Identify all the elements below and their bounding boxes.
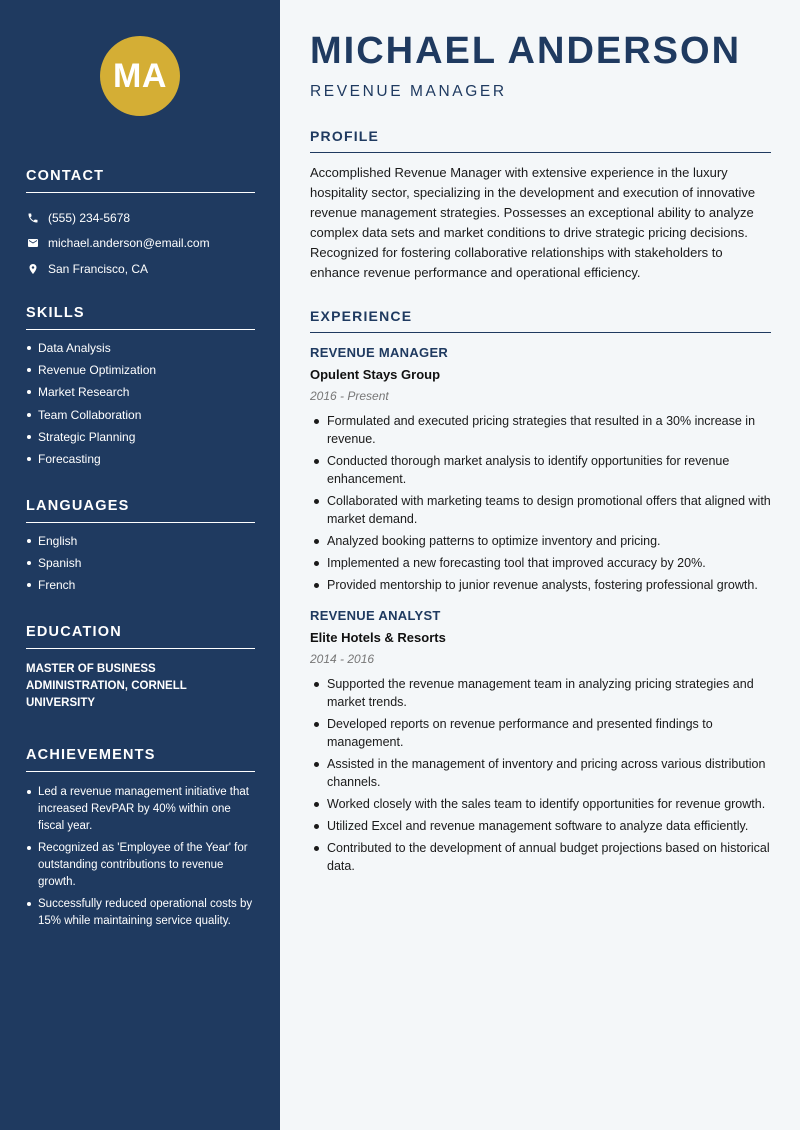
list-item: Revenue Optimization bbox=[26, 362, 255, 384]
achievements-heading: ACHIEVEMENTS bbox=[26, 747, 255, 772]
education-degree: MASTER OF BUSINESS ADMINISTRATION, CORNELL UNIVERSITY bbox=[26, 663, 187, 709]
languages-list bbox=[26, 533, 255, 600]
list-item: Led a revenue management initiative that increased RevPAR by 40% within one fiscal year. bbox=[26, 784, 255, 835]
achievements-list bbox=[26, 784, 255, 930]
phone-icon bbox=[26, 211, 40, 225]
profile-section bbox=[310, 128, 771, 283]
list-item: Market Research bbox=[26, 384, 255, 406]
profile-heading: PROFILE bbox=[310, 128, 771, 153]
list-item: Strategic Planning bbox=[26, 429, 255, 451]
full-name: MICHAEL ANDERSON bbox=[310, 30, 742, 72]
list-item: Data Analysis bbox=[26, 340, 255, 362]
list-item: Collaborated with marketing teams to design promotional offers that aligned with market demand. bbox=[310, 492, 771, 528]
list-item: English bbox=[26, 533, 255, 555]
email-text: michael.anderson@email.com bbox=[48, 236, 210, 251]
list-item: Team Collaboration bbox=[26, 407, 255, 429]
education-heading: EDUCATION bbox=[26, 624, 255, 649]
job-dates: 2014 - 2016 bbox=[310, 652, 375, 666]
skills-section bbox=[26, 305, 255, 473]
list-item: Developed reports on revenue performance and presented findings to management. bbox=[310, 715, 771, 751]
list-item: Spanish bbox=[26, 555, 255, 577]
list-item: Conducted thorough market analysis to identify opportunities for revenue enhancement. bbox=[310, 452, 771, 488]
envelope-icon bbox=[26, 236, 40, 250]
job-entry bbox=[310, 345, 771, 594]
list-item: Contributed to the development of annual budget projections based on historical data. bbox=[310, 839, 771, 875]
contact-heading: CONTACT bbox=[26, 168, 255, 193]
contact-list bbox=[26, 205, 255, 282]
languages-heading: LANGUAGES bbox=[26, 498, 255, 523]
contact-phone bbox=[26, 205, 255, 231]
profile-text: Accomplished Revenue Manager with extensive experience in the luxury hospitality sector, specializing in the development and execution of innovative revenue management strategies. Possesses an exceptional ability to analyze complex data sets and market conditions to drive strategic pricing decisions. Recognized for fostering collaborative relationships with stakeholders to enhance revenue performance and operational efficiency. bbox=[310, 165, 756, 280]
job-bullets bbox=[310, 412, 771, 594]
list-item: Implemented a new forecasting tool that improved accuracy by 20%. bbox=[310, 554, 771, 572]
list-item: Assisted in the management of inventory and pricing across various distribution channels. bbox=[310, 755, 771, 791]
location-text: San Francisco, CA bbox=[48, 261, 149, 276]
list-item: Successfully reduced operational costs by 15% while maintaining service quality. bbox=[26, 896, 255, 930]
job-bullets bbox=[310, 675, 771, 875]
skills-list bbox=[26, 340, 255, 473]
list-item: Worked closely with the sales team to identify opportunities for revenue growth. bbox=[310, 795, 771, 813]
languages-section bbox=[26, 498, 255, 600]
job-entry bbox=[310, 608, 771, 875]
job-dates: 2016 - Present bbox=[310, 389, 389, 403]
list-item: Formulated and executed pricing strategies that resulted in a 30% increase in revenue. bbox=[310, 412, 771, 448]
experience-heading: EXPERIENCE bbox=[310, 308, 771, 333]
contact-email bbox=[26, 231, 255, 257]
achievements-section bbox=[26, 747, 255, 935]
list-item: Analyzed booking patterns to optimize inventory and pricing. bbox=[310, 532, 771, 550]
location-pin-icon bbox=[26, 262, 40, 276]
job-company: Opulent Stays Group bbox=[310, 367, 441, 382]
list-item: French bbox=[26, 577, 255, 599]
list-item: Provided mentorship to junior revenue analysts, fostering professional growth. bbox=[310, 576, 771, 594]
phone-text: (555) 234-5678 bbox=[48, 210, 131, 225]
list-item: Supported the revenue management team in analyzing pricing strategies and market trends. bbox=[310, 675, 771, 711]
contact-location bbox=[26, 256, 255, 282]
list-item: Recognized as 'Employee of the Year' for outstanding contributions to revenue growth. bbox=[26, 840, 255, 891]
sidebar bbox=[0, 0, 280, 1130]
avatar: MA bbox=[100, 36, 180, 116]
job-title: REVENUE ANALYST bbox=[310, 608, 441, 623]
job-title: REVENUE MANAGER bbox=[310, 345, 449, 360]
experience-section bbox=[310, 308, 771, 879]
skills-heading: SKILLS bbox=[26, 305, 255, 330]
education-section bbox=[26, 624, 255, 712]
list-item: Forecasting bbox=[26, 451, 255, 473]
contact-section bbox=[26, 168, 255, 282]
list-item: Utilized Excel and revenue management software to analyze data efficiently. bbox=[310, 817, 771, 835]
job-company: Elite Hotels & Resorts bbox=[310, 630, 446, 645]
job-title-header: REVENUE MANAGER bbox=[310, 83, 507, 100]
